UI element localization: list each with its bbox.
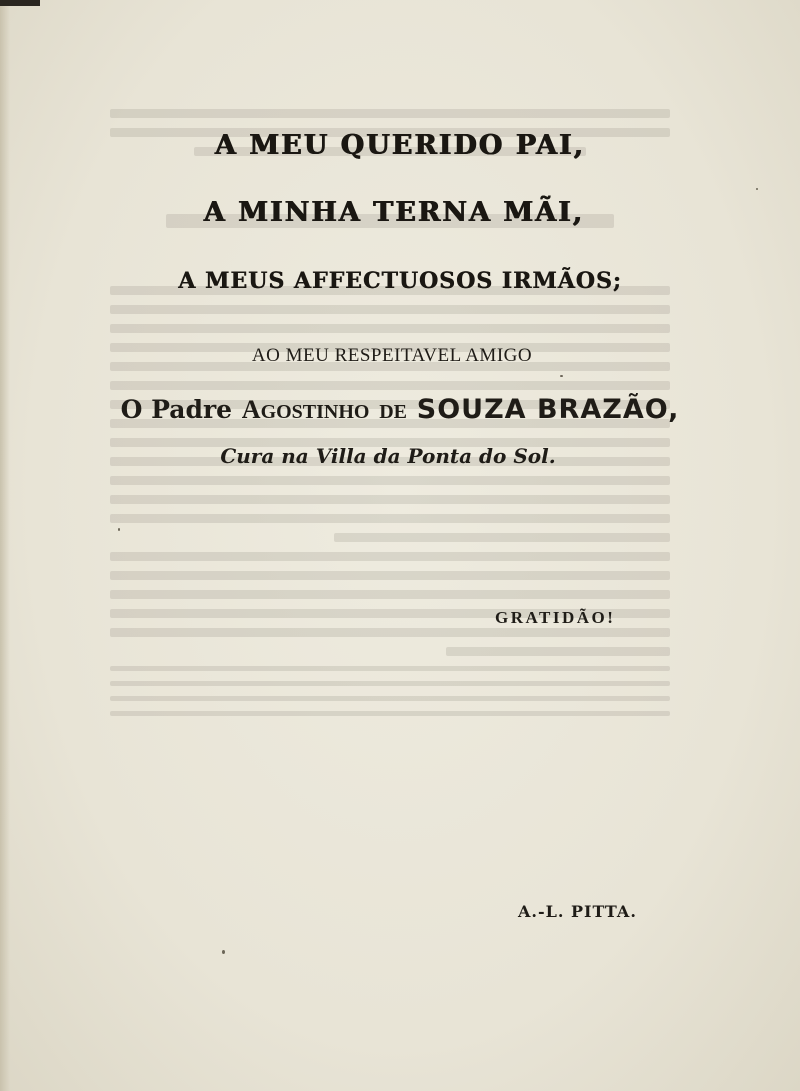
- page-edge-shadow: [0, 0, 10, 1091]
- dedicatee-first-initial: A: [241, 395, 261, 424]
- closing-gratitude: GRATIDÃO!: [495, 608, 616, 627]
- dedicatee-name: [0, 392, 800, 425]
- paper-speck: [756, 188, 758, 190]
- dedicatee-particle: DE: [379, 401, 408, 423]
- author-signature: A.-L. PITTA.: [518, 902, 637, 921]
- dedication-line-mother: A MINHA TERNA MÃI,: [203, 197, 585, 228]
- page-corner-mark: [0, 0, 40, 6]
- paper-speck: [118, 528, 120, 531]
- dedicatee-surname: SOUZA BRAZÃO,: [416, 394, 680, 425]
- dedicatee-title: Cura na Villa da Ponta do Sol.: [220, 444, 556, 468]
- dedication-line-friend: AO MEU RESPEITAVEL AMIGO: [251, 345, 533, 366]
- paper-speck: [222, 950, 225, 954]
- dedication-line-siblings: A MEUS AFFECTUOSOS IRMÃOS;: [178, 268, 622, 294]
- dedicatee-prefix: O Padre: [120, 395, 233, 424]
- dedication-line-father: A MEU QUERIDO PAI,: [214, 130, 586, 161]
- paper-speck: [560, 375, 563, 377]
- dedicatee-first-rest: GOSTINHO: [260, 401, 370, 423]
